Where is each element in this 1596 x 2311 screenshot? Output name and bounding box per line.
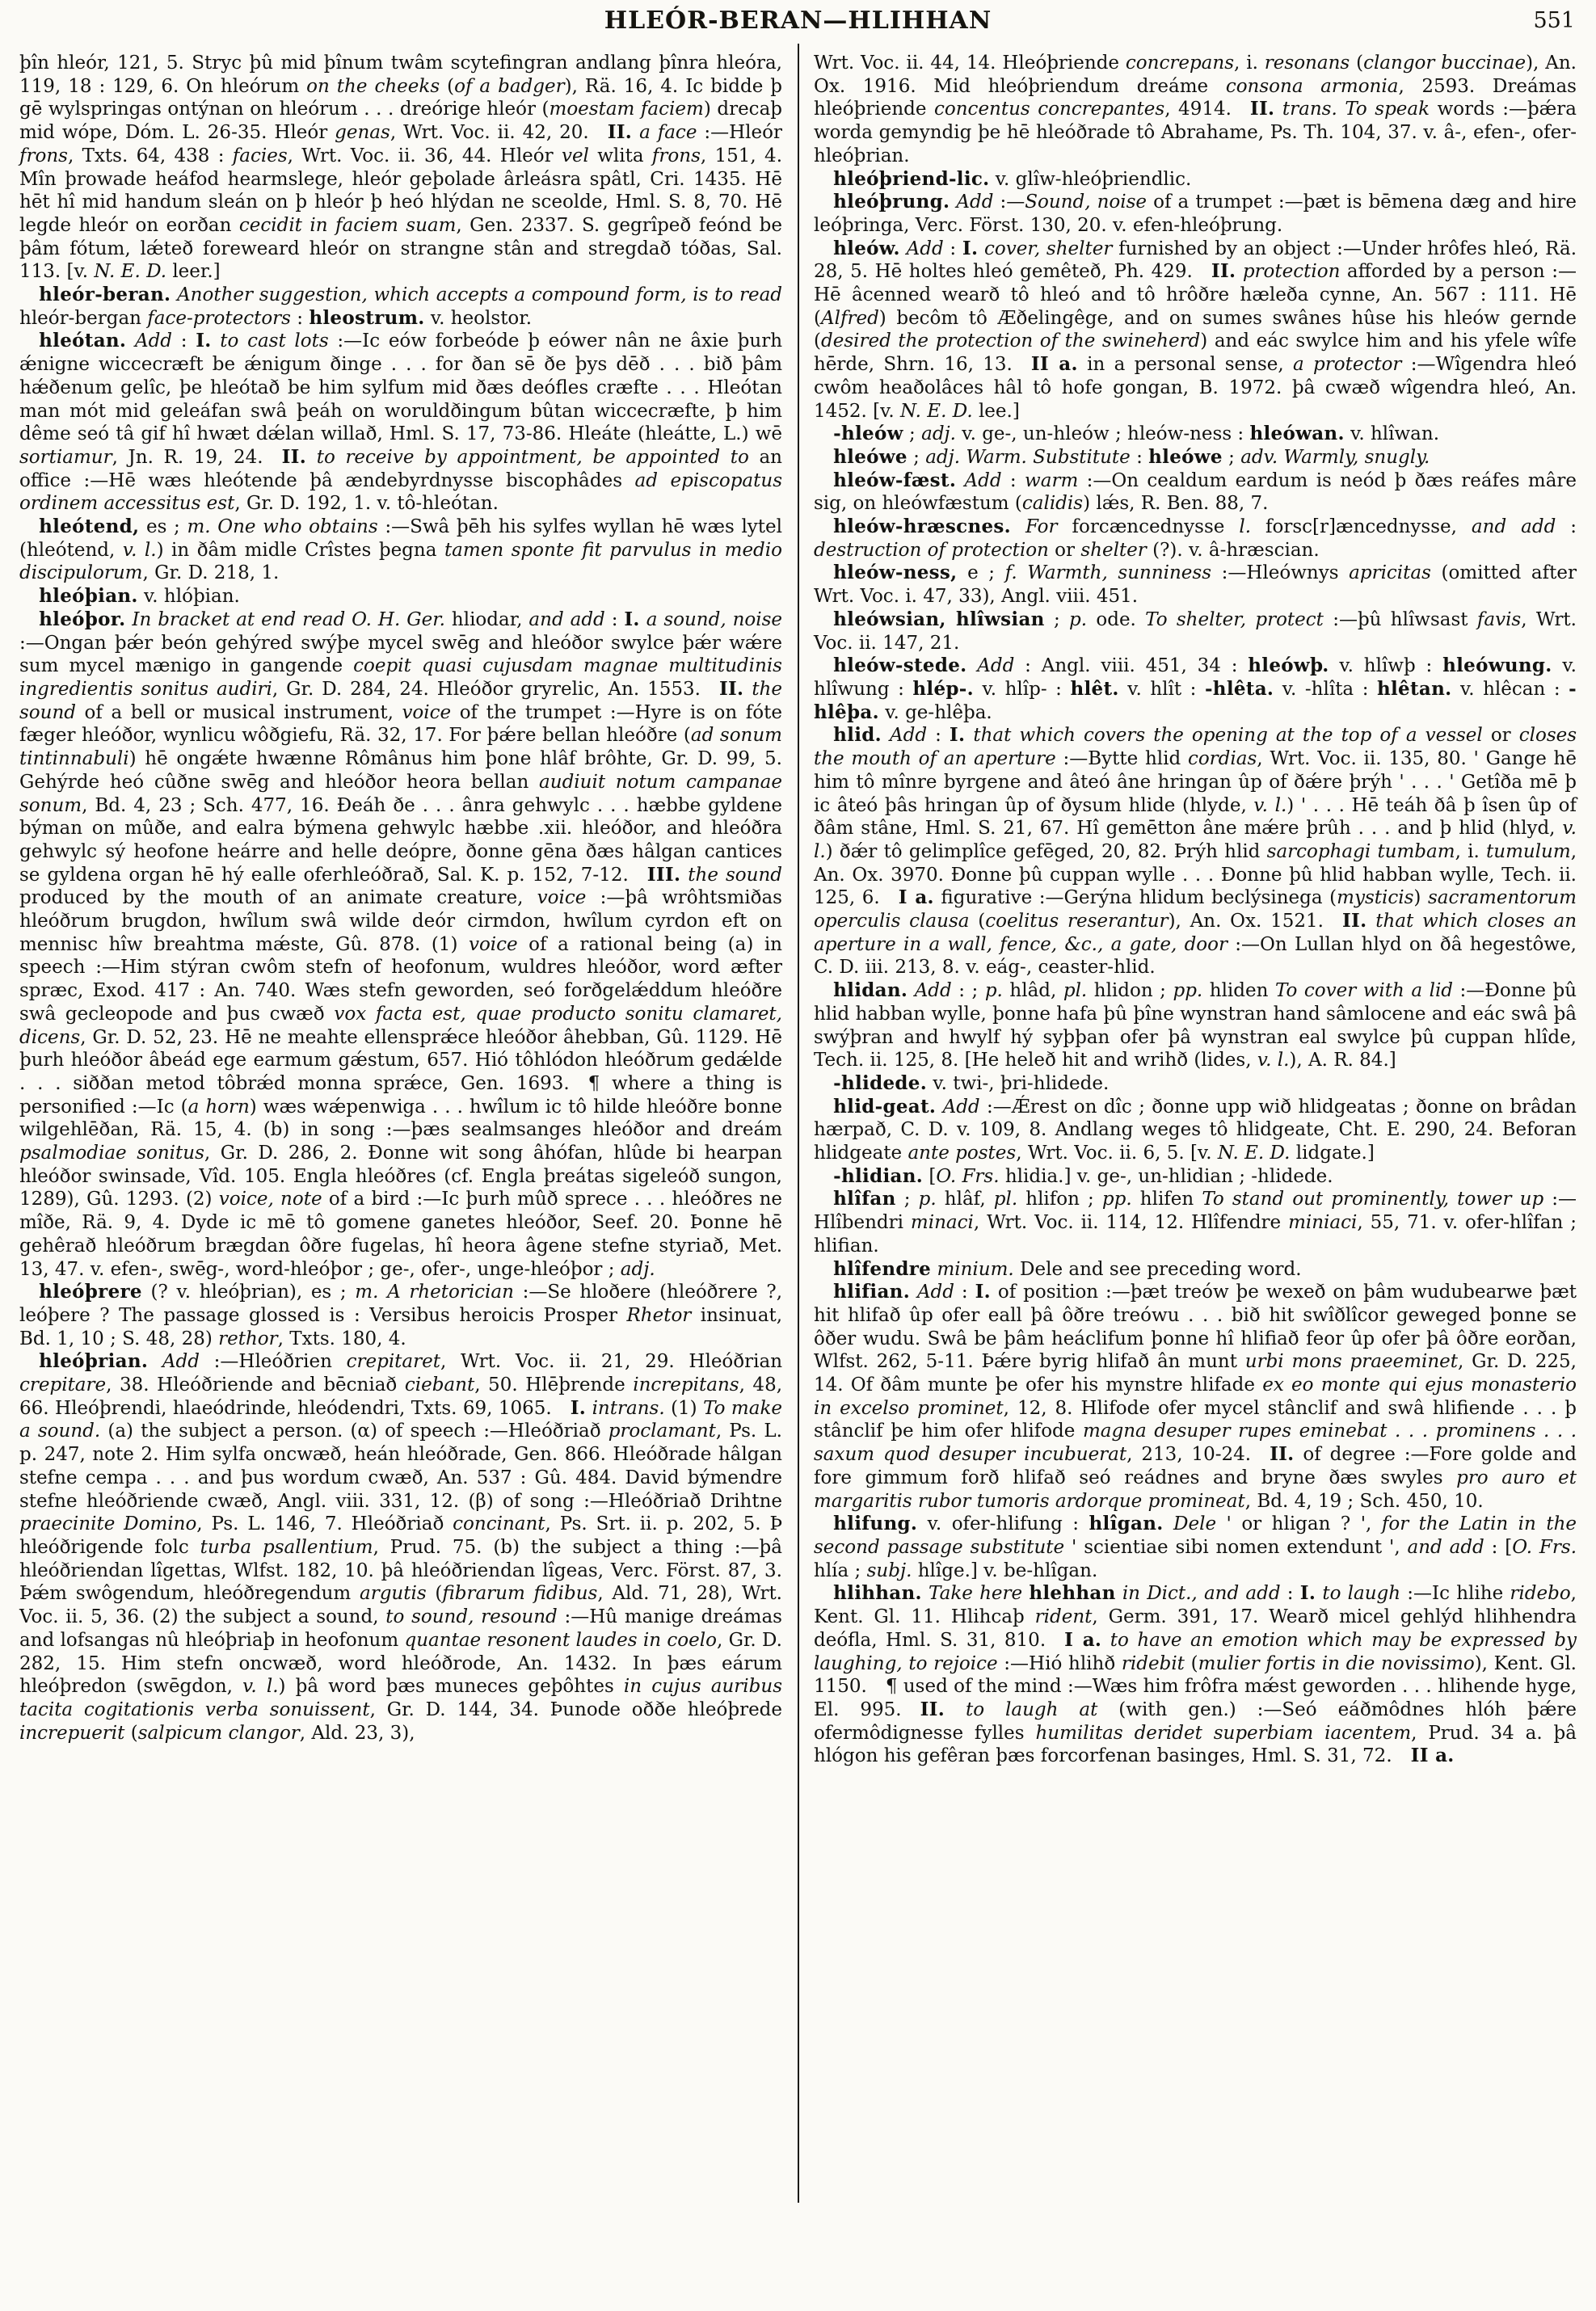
- dictionary-entry: hleówsian, hlîwsian ; p. ode. To shelter, protect :—þû hlîwsast favis, Wrt. Voc. ii. 147, 21.: [814, 608, 1577, 654]
- page-header: [0, 0, 1596, 45]
- dictionary-entry: hlifung. v. ofer-hlifung : hlîgan. Dele ' or hligan ? ', for the Latin in the second passage substitute ' scientiae sibi nomen extendunt ', and add : [O. Frs. hlía ; subj. hlîge.] v. be-hlîgan.: [814, 1513, 1577, 1581]
- dictionary-entry: hleów-hræscnes. For forcæncednysse l. forsc[r]æncednysse, and add : destruction of protection or shelter (?). v. â-hræscian.: [814, 516, 1577, 561]
- dictionary-entry: hleóþian. v. hlóþian.: [39, 585, 240, 608]
- left-column: [19, 52, 782, 1768]
- running-title: HLEÓR-BERAN—HLIHHAN: [604, 6, 992, 35]
- dictionary-entry: hlîfendre minium. Dele and see preceding word.: [833, 1257, 1302, 1280]
- dictionary-entry: hleóþrung. Add :—Sound, noise of a trumpet :—þæt is bēmena dæg and hire leóþringa, Verc. Först. 130, 20. v. efen-hleóþrung.: [814, 191, 1577, 236]
- dictionary-entry: hlîfan ; p. hlâf, pl. hlifon ; pp. hlifen To stand out prominently, tower up :—Hlîbendri minaci, Wrt. Voc. ii. 114, 12. Hlîfendre miniaci, 55, 71. v. ofer-hlîfan ; hlifian.: [814, 1188, 1577, 1257]
- dictionary-entry: hleóþriend-lic. v. glîw-hleóþriendlic.: [833, 167, 1192, 190]
- dictionary-entry: hleów. Add : I. cover, shelter furnished by an object :—Under hrôfes hleó, Rä. 28, 5. Hē holtes hleó gemêteð, Ph. 429. II. protection afforded by a person :—Hē âcenned wearð tô hleó and tô hrôðre hæleða cynne, An. 567 : 111. Hē (Alfred) becôm tô Æðelingêge, and on sumes swânes hûse his hleów gernde (desired the protection of the swineherd) and eác swylce him and his yfele wîfe hērde, Shrn. 16, 13. II a. in a personal sense, a protector :—Wîgendra hleó cwôm heaðolâces hâl tô hofe gongan, B. 1972. þâ cwæð wîgendra hleó, An. 1452. [v. N. E. D. lee.]: [814, 237, 1577, 422]
- dictionary-entry: hlid-geat. Add :—Ǽrest on dîc ; ðonne upp wið hlidgeatas ; ðonne on brâdan hærpað, C. D. v. 109, 8. Andlang weges tô hlidgeate, Cht. E. 290, 24. Beforan hlidgeate ante postes, Wrt. Voc. ii. 6, 5. [v. N. E. D. lidgate.]: [814, 1095, 1577, 1164]
- dictionary-entry: hleóþor. In bracket at end read O. H. Ger. hliodar, and add : I. a sound, noise :—Ongan þǽr beón gehýred swýþe mycel swēg and hleóðor swylce þǽr wǽre sum mycel mænigo in gangende coepit quasi cujusdam magnae multitudinis ingredientis sonitus audiri, Gr. D. 284, 24. Hleóðor gryrelic, An. 1553. II. the sound of a bell or musical instrument, voice of the trumpet :—Hyre is on fóte fæger hleóðor, wynlicu wôðgiefu, Rä. 32, 17. For þǽre bellan hleóðre (ad sonum tintinnabuli) hē ongǽte hwænne Rômânus him þone hlâf brôhte, Gr. D. 99, 5. Gehýrde heó cûðne swēg and hleóðor heora bellan audiuit notum campanae sonum, Bd. 4, 23 ; Sch. 477, 16. Ðeáh ðe . . . ânra gehwylc . . . hæbbe gyldene býman on mûðe, and ealra býmena gehwylc hæbbe .xii. hleóðor, and hleóðra gehwylc sý heofone heárre and helle deópre, ðonne gēna ðæs hâlgan cantices se gyldena organ hē hý ealle oferhleóðrað, Sal. K. p. 152, 7-12. III. the sound produced by the mouth of an animate creature, voice :—þâ wrôhtsmiðas hleóðrum brugdon, hwîlum swâ wilde deór cirmdon, hwîlum cyrdon eft on mennisc hîw breahtma mǽste, Gû. 878. (1) voice of a rational being (a) in speech :—Him stýran cwôm stefn of heofonum, wuldres hleóðor, word æfter spræc, Exod. 417 : An. 740. Wæs stefn geworden, seó forðgelǽddum hleóðre swâ gecleopode and þus cwæð vox facta est, quae producto sonitu clamaret, dicens, Gr. D. 52, 23. Hē ne meahte ellensprǽce hleóðor âhebban, Gû. 1129. Hē þurh hleóðor âbeád ege earmum gǽstum, 657. Hió tôhlódon hleóðrum gedǽlde . . . siððan metod tôbrǽd monna sprǽce, Gen. 1693. ¶ where a thing is personified :—Ic (a horn) wæs wǽpenwiga . . . hwîlum ic tô hilde hleóðre bonne wilgehlēðan, Rä. 15, 4. (b) in song :—þæs sealmsanges hleóðor and dreám psalmodiae sonitus, Gr. D. 286, 2. Ðonne wit song âhófan, hlûde bi hearpan hleóðor swinsade, Vîd. 105. Engla hleóðres (cf. Engla þreátas sigeleóð sungon, 1289), Gû. 1293. (2) voice, note of a bird :—Ic þurh mûð sprece . . . hleóðres ne mîðe, Rä. 9, 4. Dyde ic mē tô gomene ganetes hleóðor, Seef. 20. Þonne hē gehêrað hleóðrum brægdan ôðre fugelas, hî heora âgene stefne styriað, Met. 13, 47. v. efen-, swēg-, word-hleóþor ; ge-, ofer-, unge-hleóþor ; adj.: [19, 608, 783, 1280]
- dictionary-entry: hleótend, es ; m. One who obtains :—Swâ þēh his sylfes wyllan hē wæs lytel (hleótend, v. l.) in ðâm midle Crîstes þegna tamen sponte fit parvulus in medio discipulorum, Gr. D. 218, 1.: [19, 516, 783, 584]
- page-number: 551: [1533, 8, 1575, 33]
- dictionary-entry: hlid. Add : I. that which covers the opening at the top of a vessel or closes the mouth of an aperture :—Bytte hlid cordias, Wrt. Voc. ii. 135, 80. ' Gange hē him tô mînre byrgene and âteó âne hringan ûp of ðǽre þrýh ' . . . ' Getîða mē þ ic âteó þâs hringan ûp of ðysum hlide (hlyde, v. l.) ' . . . Hē teáh ðâ þ îsen ûp of ðâm stâne, Hml. S. 21, 67. Hî gemētton âne mǽre þrûh . . . and þ hlid (hlyd, v. l.) ðǽr tô gelimplîce gefēged, 20, 82. Þrýh hlid sarcophagi tumbam, i. tumulum, An. Ox. 3970. Ðonne þû cuppan wylle . . . Ðonne þû hlid habban wylle, Tech. ii. 125, 6. I a. figurative :—Gerýna hlidum beclýsinega (mysticis) sacramentorum operculis clausa (coelitus reserantur), An. Ox. 1521. II. that which closes an aperture in a wall, fence, &c., a gate, door :—On Lullan hlyd on ðâ hegestôwe, C. D. iii. 213, 8. v. eág-, ceaster-hlid.: [814, 724, 1577, 979]
- dictionary-entry: Wrt. Voc. ii. 44, 14. Hleóþriende concrepans, i. resonans (clangor buccinae), An. Ox. 1916. Mid hleóþriendum dreáme consona armonia, 2593. Dreámas hleóþriende concentus concrepantes, 4914. II. trans. To speak words :—þǽra worda gemyndig þe hē hleóðrade tô Abrahame, Ps. Th. 104, 37. v. â-, efen-, ofer-hleóþrian.: [814, 53, 1577, 166]
- column-divider: [798, 44, 799, 2203]
- dictionary-entry: hleów-fæst. Add : warm :—On cealdum eardum is neód þ ðæs reáfes mâre sig, on hleówfæstum (calidis) lǽs, R. Ben. 88, 7.: [814, 469, 1577, 515]
- dictionary-entry: hleóþrian. Add :—Hleóðrien crepitaret, Wrt. Voc. ii. 21, 29. Hleóðrian crepitare, 38. Hleóðriende and bēcniað ciebant, 50. Hlēþrende increpitans, 48, 66. Hleóþrendi, hlaeódrinde, hleódendri, Txts. 69, 1065. I. intrans. (1) To make a sound. (a) the subject a person. (α) of speech :—Hleóðriað proclamant, Ps. L. p. 247, note 2. Him sylfa oncwæð, heán hleóðrade, Gen. 866. Hleóðrade hâlgan stefne cempa . . . and þus wordum cwæð, An. 537 : Gû. 484. David býmendre stefne hleóðriende cwæð, Angl. viii. 331, 12. (β) of song :—Hleóðriað Drihtne praecinite Domino, Ps. L. 146, 7. Hleóðriað concinant, Ps. Srt. ii. p. 202, 5. Þ hleóðrigende folc turba psallentium, Prud. 75. (b) the subject a thing :—þâ hleóðriendan lîgettas, Wlfst. 182, 10. þâ hleóðriendan lîgeas, Verc. Först. 87, 3. Þǽm swôgendum, hleóðregendum argutis (fibrarum fidibus, Ald. 71, 28), Wrt. Voc. ii. 5, 36. (2) the subject a sound, to sound, resound :—Hû manige dreámas and lofsangas nû hleóþriaþ in heofonum quantae resonent laudes in coelo, Gr. D. 282, 15. Him stefn oncwæð, word hleóðrode, An. 1432. In þæs eárum hleóþredon (swēgdon, v. l.) þâ word þæs muneces geþôhtes in cujus auribus tacita cogitationis verba sonuissent, Gr. D. 144, 34. Þunode oððe hleóþrede increpuerit (salpicum clangor, Ald. 23, 3),: [19, 1350, 783, 1744]
- dictionary-entry: hleów-ness, e ; f. Warmth, sunniness :—Hleównys apricitas (omitted after Wrt. Voc. i. 47, 33), Angl. viii. 451.: [814, 562, 1577, 608]
- right-column: [814, 52, 1577, 1768]
- dictionary-entry: hleór-beran. Another suggestion, which accepts a compound form, is to read hleór-bergan face-protectors : hleostrum. v. heolstor.: [19, 284, 783, 329]
- dictionary-entry: hleówe ; adj. Warm. Substitute : hleówe ; adv. Warmly, snugly.: [833, 445, 1430, 468]
- dictionary-entry: hleótan. Add : I. to cast lots :—Ic eów forbeóde þ eówer nân ne âxie þurh ǽnigne wiccecræft be ǽnigum ðinge . . . for ðan sē ðe þys dēð . . . bið þâm hǽðenum gelîc, þe hleótað be him sylfum mid ðæs deófles cræfte . . . Hleótan man mót mid geleáfan swâ þeáh on woruldðingum bûtan wiccecræfte, þ him dême seó tâ gif hî hwæt dǽlan willað, Hml. S. 17, 73-86. Hleáte (hleátte, L.) wē sortiamur, Jn. R. 19, 24. II. to receive by appointment, be appointed to an office :—Hē wæs hleótende þâ ændebyrdnysse biscophâdes ad episcopatus ordinem accessitus est, Gr. D. 192, 1. v. tô-hleótan.: [19, 330, 783, 515]
- dictionary-entry: hlihhan. Take here hlehhan in Dict., and add : I. to laugh :—Ic hlihe ridebo, Kent. Gl. 11. Hlihcaþ rident, Germ. 391, 17. Wearð micel gehlýd hlihhendra deófla, Hml. S. 31, 810. I a. to have an emotion which may be expressed by laughing, to rejoice :—Hió hlihð ridebit (mulier fortis in die novissimo), Kent. Gl. 1150. ¶ used of the mind :—Wæs him frôfra mǽst geworden . . . hlihende hyge, El. 995. II. to laugh at (with gen.) :—Seó eáðmôdnes hlóh þǽre ofermôdignesse fylles humilitas deridet superbiam iacentem, Prud. 34 a. þâ hlógon his gefêran þæs forcorfenan basinges, Hml. S. 31, 72. II a.: [814, 1582, 1577, 1767]
- dictionary-entry: hleóþrere (? v. hleóþrian), es ; m. A rhetorician :—Se hloðere (hleóðrere ?, leóþere ? The passage glossed is : Versibus heroicis Prosper Rhetor insinuat, Bd. 1, 10 ; S. 48, 28) rethor, Txts. 180, 4.: [19, 1281, 783, 1349]
- dictionary-entry: -hlidian. [O. Frs. hlidia.] v. ge-, un-hlidian ; -hlidede.: [833, 1164, 1333, 1187]
- dictionary-entry: hlifian. Add : I. of position :—þæt treów þe wexeð on þâm wudubearwe þæt hit hlifað ûp ofer eall þâ ôðre treówu . . . bið hit swîðlîcor geweged þonne se ôðer wudu. Swâ be þâm heáclifum þonne hî hlifiað feor ûp ofer þâ ôðre eorðan, Wlfst. 262, 5-11. Þǽre byrig hlifað ân munt urbi mons praeeminet, Gr. D. 225, 14. Of ðâm munte þe ofer his mynstre hlifade ex eo monte qui ejus monasterio in excelso prominet, 12, 8. Hlifode ofer mycel stânclif and swâ hlifiende . . . þ stânclif þe him ofer hlifode magna desuper rupes eminebat . . . prominens . . . saxum quod desuper incubuerat, 213, 10-24. II. of degree :—Fore golde and fore gimmum forð hlifað seó reádnes and bryne ðæs swyles pro auro et margaritis rubor tumoris ardorque promineat, Bd. 4, 19 ; Sch. 450, 10.: [814, 1281, 1577, 1512]
- dictionary-entry: -hleów ; adj. v. ge-, un-hleów ; hleów-ness : hleówan. v. hlîwan.: [833, 423, 1440, 445]
- dictionary-entry: þîn hleór, 121, 5. Stryc þû mid þînum twâm scytefingran andlang þînra hleóra, 119, 18 : 129, 6. On hleórum on the cheeks (of a badger), Rä. 16, 4. Ic bidde þ gē wylspringas ontýnan on hleórum . . . dreórige hleór (moestam faciem) drecaþ mid wópe, Dóm. L. 26-35. Hleór genas, Wrt. Voc. ii. 42, 20. II. a face :—Hleór frons, Txts. 64, 438 : facies, Wrt. Voc. ii. 36, 44. Hleór vel wlita frons, 151, 4. Mîn þrowade heáfod hearmslege, hleór geþolade ârleásra spâtl, Cri. 1435. Hē hēt hî mid handum sleán on þ hleór þ heó hlýdan ne sceolde, Hml. S. 8, 70. Hē legde hleór on eorðan cecidit in faciem suam, Gen. 2337. S. gegrîpeð feónd be þâm fótum, lǽteð foreweard hleór on strangne stân and stregdað tóðas, Sal. 113. [v. N. E. D. leer.]: [19, 53, 783, 283]
- dictionary-entry: hlidan. Add : ; p. hlâd, pl. hlidon ; pp. hliden To cover with a lid :—Ðonne þû hlid habban wylle, þonne hafa þû þîne wynstran hand sâmlocene and eác swâ þâ swýþran and hwylf hý syþþan ofer þâ wynstran eal swylce þû cuppan hlîde, Tech. ii. 125, 8. [He heleð hit and wrihð (lides, v. l.), A. R. 84.]: [814, 979, 1577, 1071]
- dictionary-entry: -hlidede. v. twi-, þri-hlidede.: [833, 1071, 1110, 1094]
- dictionary-entry: hleów-stede. Add : Angl. viii. 451, 34 : hleówþ. v. hlîwþ : hleówung. v. hlîwung : hlép-. v. hlîp- : hlêt. v. hlît : -hlêta. v. -hlîta : hlêtan. v. hlêcan : -hlêþa. v. ge-hlêþa.: [814, 655, 1577, 723]
